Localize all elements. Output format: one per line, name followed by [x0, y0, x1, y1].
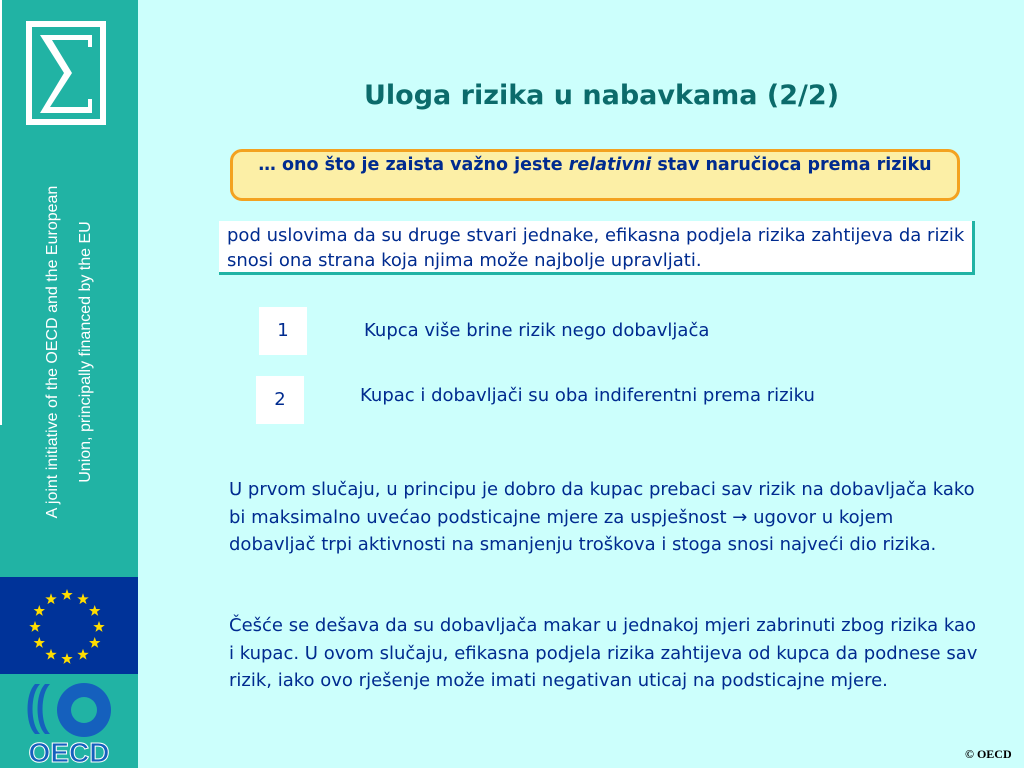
oecd-logo-text: OECD — [28, 737, 110, 768]
paragraph-first-case: U prvom slučaju, u principu je dobro da kupac prebaci sav rizik na dobavljača kako bi maksimalno uvećao podsticajne mjere za uspješnost → ugovor u kojem dobavljač trpi aktivnosti na smanjenju troškova i stoga snosi najveći dio rizika. — [229, 479, 975, 555]
eu-star-icon — [34, 605, 45, 616]
sidebar-divider — [0, 0, 2, 425]
sigma-icon — [32, 27, 100, 119]
sidebar-tagline — [36, 186, 102, 519]
copyright: © OECD — [965, 747, 1012, 761]
oecd-logo — [0, 674, 138, 768]
callout-emphasis: relativni — [568, 155, 652, 175]
option-number-2: 2 — [256, 376, 304, 424]
eu-star-icon — [89, 605, 100, 616]
eu-star-icon — [34, 637, 45, 648]
eu-star-icon — [61, 589, 72, 600]
eu-star-icon — [77, 593, 88, 604]
condition-box: pod uslovima da su druge stvari jednake, efikasna podjela rizika zahtijeva da rizik snosi ona strana koja njima može najbolje upravljati. — [219, 221, 975, 275]
eu-flag-icon — [0, 577, 138, 674]
callout-box — [230, 149, 960, 201]
option-text-2: Kupac i dobavljači su oba indiferentni prema riziku — [360, 385, 815, 406]
sidebar-tagline-line1: A joint initiative of the OECD and the European — [44, 185, 61, 519]
eu-star-icon — [29, 621, 40, 632]
eu-star-icon — [93, 621, 104, 632]
eu-star-icon — [45, 593, 56, 604]
slide-title: Uloga rizika u nabavkama (2/2) — [364, 80, 840, 111]
option-number-1: 1 — [259, 307, 307, 355]
eu-star-icon — [45, 649, 56, 660]
eu-star-icon — [77, 649, 88, 660]
paragraph-second-case: Češće se dešava da su dobavljača makar u jednakoj mjeri zabrinuti zbog rizika kao i kupac. U ovom slučaju, efikasna podjela rizika zahtijeva od kupca da podnese sav rizik, iako ovo rješenje može imati negativan uticaj na podsticajne mjere. — [229, 615, 978, 691]
eu-star-icon — [89, 637, 100, 648]
sidebar-tagline-line2: Union, principally financed by the EU — [77, 221, 94, 483]
eu-star-icon — [61, 653, 72, 664]
callout-text-after: stav naručioca prema riziku — [651, 155, 932, 175]
callout-text-before: … ono što je zaista važno jeste — [258, 155, 569, 175]
option-text-1: Kupca više brine rizik nego dobavljača — [364, 320, 710, 341]
